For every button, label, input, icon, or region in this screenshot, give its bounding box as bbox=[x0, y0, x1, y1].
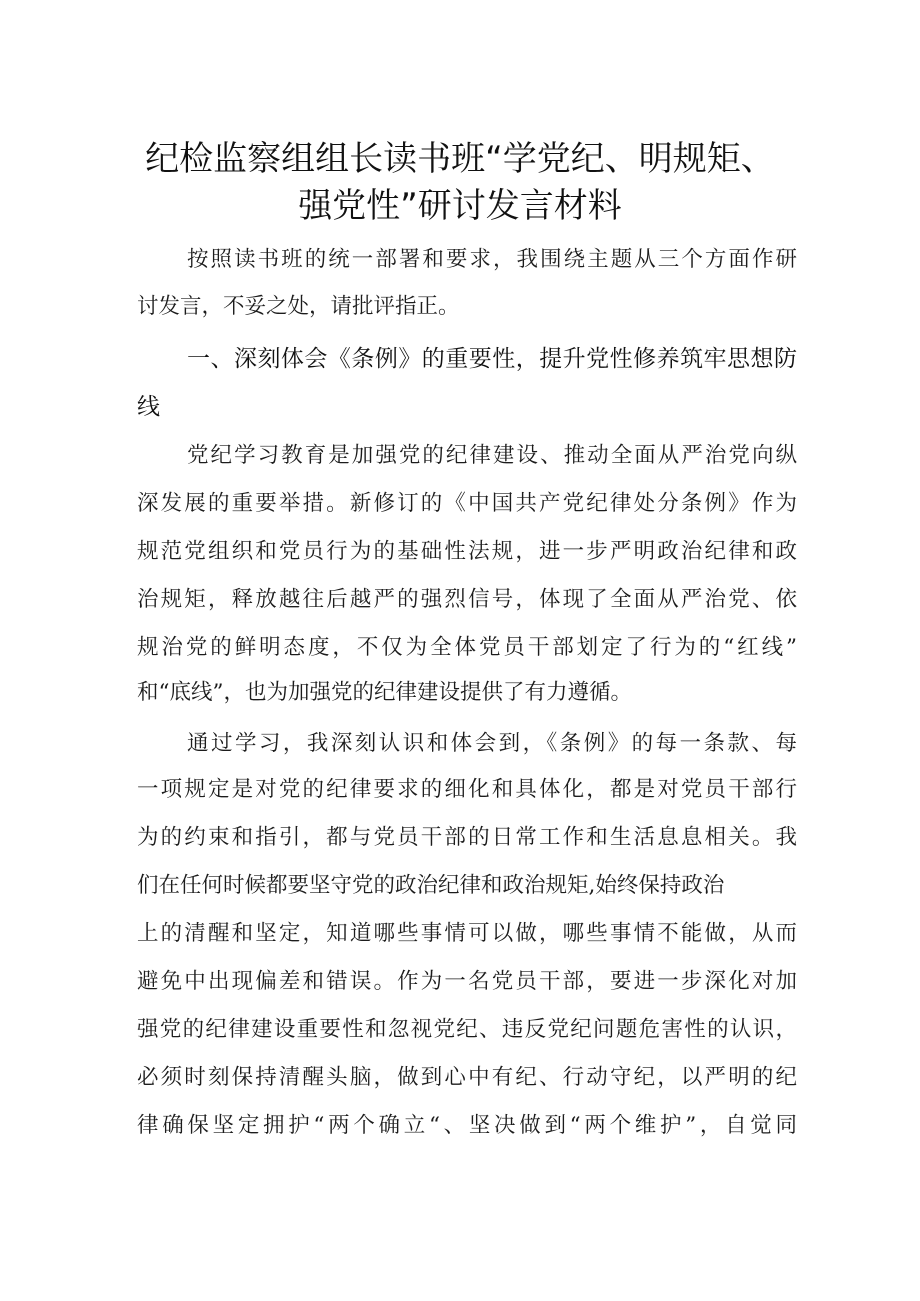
paragraph-1-line-1: 党纪学习教育是加强党的纪律建设、推动全面从严治党向纵 bbox=[187, 443, 797, 468]
paragraph-2-line-8: 必须时刻保持清醒头脑，做到心中有纪、行动守纪，以严明的纪 bbox=[137, 1065, 797, 1090]
paragraph-2-line-5: 上的清醒和坚定，知道哪些事情可以做，哪些事情不能做，从而 bbox=[137, 921, 797, 946]
paragraph-2-line-7: 强党的纪律建设重要性和忽视党纪、违反党纪问题危害性的认识， bbox=[137, 1017, 797, 1042]
document-title-line-1: 纪检监察组组长读书班“学党纪、明规矩、 bbox=[145, 139, 775, 179]
paragraph-1-line-5: 规治党的鲜明态度，不仅为全体党员干部划定了行为的“红线” bbox=[137, 635, 797, 660]
paragraph-1-line-2: 深发展的重要举措。新修订的《中国共产党纪律处分条例》作为 bbox=[137, 491, 797, 516]
document-title-line-2: 强党性”研讨发言材料 bbox=[298, 186, 622, 226]
paragraph-2-line-2: 一项规定是对党的纪律要求的细化和具体化，都是对党员干部行 bbox=[137, 777, 797, 802]
section-1-heading-line-1: 一、深刻体会《条例》的重要性，提升党性修养筑牢思想防 bbox=[187, 346, 797, 372]
paragraph-2-line-1: 通过学习，我深刻认识和体会到，《条例》的每一条款、每 bbox=[187, 731, 797, 756]
paragraph-1-line-4: 治规矩，释放越往后越严的强烈信号，体现了全面从严治党、依 bbox=[137, 587, 797, 612]
paragraph-1-line-3: 规范党组织和党员行为的基础性法规，进一步严明政治纪律和政 bbox=[137, 539, 797, 564]
paragraph-2-line-4: 们在任何时候都要坚守党的政治纪律和政治规矩,始终保持政治 bbox=[137, 873, 725, 898]
paragraph-2-line-3: 为的约束和指引，都与党员干部的日常工作和生活息息相关。我 bbox=[137, 825, 797, 850]
paragraph-1-line-6: 和“底线”，也为加强党的纪律建设提供了有力遵循。 bbox=[137, 680, 632, 705]
intro-line-1: 按照读书班的统一部署和要求，我围绕主题从三个方面作研 bbox=[187, 247, 797, 272]
paragraph-2-line-6: 避免中出现偏差和错误。作为一名党员干部，要进一步深化对加 bbox=[137, 969, 797, 994]
intro-line-2: 讨发言，不妥之处，请批评指正。 bbox=[137, 294, 460, 319]
section-1-heading-line-2: 线 bbox=[137, 394, 160, 420]
paragraph-2-line-9: 律确保坚定拥护“两个确立“、坚决做到“两个维护”，自觉同 bbox=[137, 1113, 797, 1138]
